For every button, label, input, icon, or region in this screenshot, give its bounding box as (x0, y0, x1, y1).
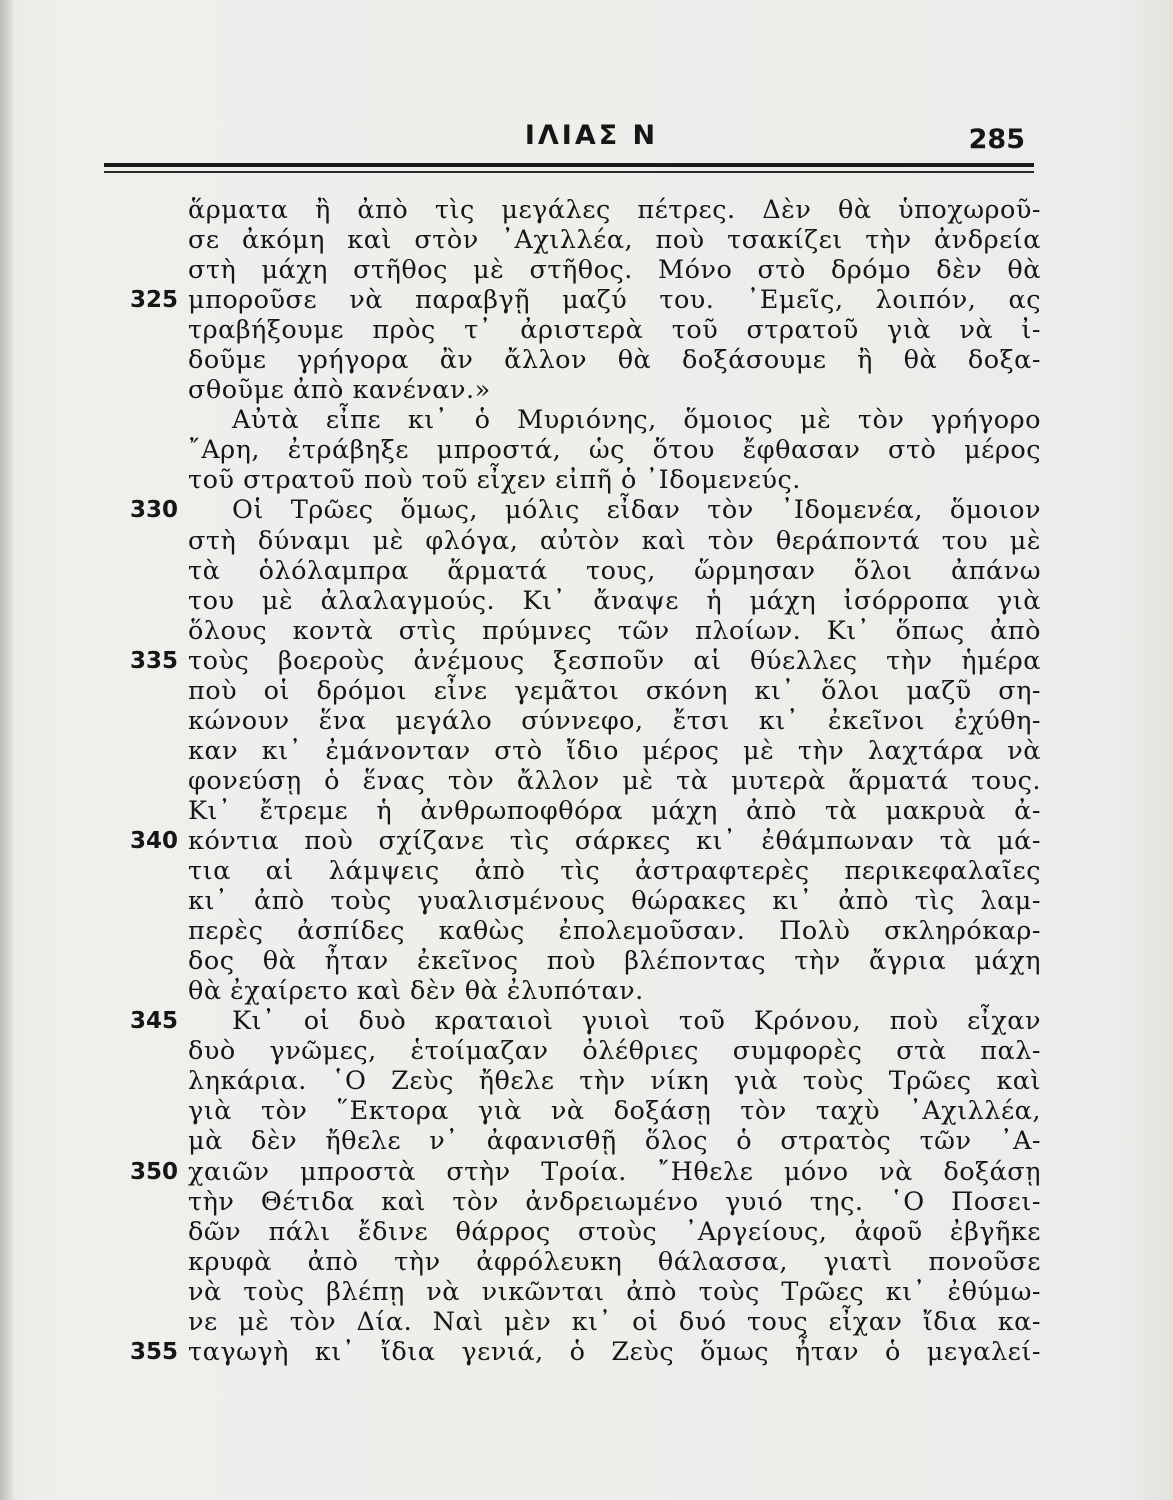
line-text: Κι᾿ οἱ δυὸ κραταιοὶ γυιοὶ τοῦ Κρόνου, ποὺ εἶχαν (232, 1006, 1041, 1037)
line-number: 345 (130, 1008, 179, 1035)
line-text: κρυφὰ ἀπὸ τὴν ἀφρόλευκη θάλασσα, γιατὶ πονοῦσε (188, 1246, 1041, 1277)
line-text: χαιῶν μπροστὰ στὴν Τροία. ῎Ηθελε μόνο νὰ δοξάσῃ (188, 1156, 1041, 1187)
line-text: στὴ μάχη στῆθος μὲ στῆθος. Μόνο στὸ δρόμο δὲν θὰ (188, 255, 1041, 286)
line-text: νὰ τοὺς βλέπῃ νὰ νικῶνται ἀπὸ τοὺς Τρῶες κι᾿ ἐθύμω- (188, 1276, 1041, 1307)
text-line (130, 285, 1045, 315)
text-line (130, 646, 1045, 676)
text-line (130, 706, 1045, 736)
text-line (130, 976, 1045, 1006)
text-line (130, 946, 1045, 976)
text-line (130, 375, 1045, 405)
line-text: σθοῦμε ἀπὸ κανέναν.» (188, 375, 491, 406)
line-text: γιὰ τὸν ῞Εκτορα γιὰ νὰ δοξάσῃ τὸν ταχὺ ᾿Αχιλλέα, (188, 1096, 1041, 1127)
text-line (130, 616, 1045, 646)
line-text: θὰ ἐχαίρετο καὶ δὲν θὰ ἐλυπόταν. (188, 976, 644, 1007)
text-line (130, 1096, 1045, 1126)
text-line (130, 856, 1045, 886)
text-line (130, 1157, 1045, 1187)
text-line (130, 916, 1045, 946)
line-text: φονεύσῃ ὁ ἕνας τὸν ἄλλον μὲ τὰ μυτερὰ ἅρματά τους. (188, 765, 1041, 796)
line-text: Κι᾿ ἔτρεμε ἡ ἀνθρωποφθόρα μάχη ἀπὸ τὰ μακρυὰ ἀ- (188, 795, 1041, 826)
line-text: δῶν πάλι ἔδινε θάρρος στοὺς ᾿Αργείους, ἀφοῦ ἐβγῆκε (188, 1216, 1041, 1247)
line-text: περὲς ἀσπίδες καθὼς ἐπολεμοῦσαν. Πολὺ σκληρόκαρ- (188, 916, 1041, 947)
line-text: δοῦμε γρήγορα ἂν ἄλλον θὰ δοξάσουμε ἢ θὰ δοξα- (188, 345, 1041, 376)
line-text: Αὐτὰ εἶπε κι᾿ ὁ Μυριόνης, ὅμοιος μὲ τὸν γρήγορο (232, 405, 1041, 436)
text-line (130, 586, 1045, 616)
line-text: δυὸ γνῶμες, ἑτοίμαζαν ὀλέθριες συμφορὲς στὰ παλ- (188, 1036, 1041, 1067)
header-rule-thin (104, 171, 1034, 173)
line-text: τια αἱ λάμψεις ἀπὸ τὶς ἀστραφτερὲς περικεφαλαῖες (188, 856, 1041, 887)
line-text: τὴν Θέτιδα καὶ τὸν ἀνδρειωμένο γυιό της. ῾Ο Ποσει- (188, 1186, 1041, 1217)
text-line (130, 1066, 1045, 1096)
line-text: ποὺ οἱ δρόμοι εἶνε γεμᾶτοι σκόνη κι᾿ ὅλοι μαζῦ ση- (188, 675, 1041, 706)
line-text: νε μὲ τὸν Δία. Ναὶ μὲν κι᾿ οἱ δυό τους εἶχαν ἴδια κα- (188, 1306, 1041, 1337)
text-line (130, 1307, 1045, 1337)
text-line (130, 796, 1045, 826)
header-rule (104, 163, 1034, 167)
line-text: καν κι᾿ ἐμάνονταν στὸ ἴδιο μέρος μὲ τὴν λαχτάρα νὰ (188, 735, 1041, 766)
line-text: σε ἀκόμη καὶ στὸν ᾿Αχιλλέα, ποὺ τσακίζει τὴν ἀνδρεία (188, 225, 1041, 256)
line-text: τὰ ὁλόλαμπρα ἅρματά τους, ὥρμησαν ὅλοι ἀπάνω (188, 555, 1041, 586)
text-line (130, 405, 1045, 435)
text-line (130, 826, 1045, 856)
text-line (130, 1006, 1045, 1036)
text-line (130, 1036, 1045, 1066)
line-text: κώνουν ἕνα μεγάλο σύννεφο, ἔτσι κι᾿ ἐκεῖνοι ἐχύθη- (188, 705, 1041, 736)
text-line (130, 1247, 1045, 1277)
line-text: τοὺς βοεροὺς ἀνέμους ξεσποῦν αἱ θύελλες τὴν ἡμέρα (188, 645, 1041, 676)
verse-text (130, 195, 1045, 1367)
text-line (130, 495, 1045, 525)
line-text: Οἱ Τρῶες ὅμως, μόλις εἶδαν τὸν ᾿Ιδομενέα, ὅμοιον (232, 495, 1041, 526)
line-text: ταγωγὴ κι᾿ ἴδια γενιά, ὁ Ζεὺς ὅμως ἦταν ὁ μεγαλεί- (188, 1336, 1041, 1367)
text-line (130, 315, 1045, 345)
line-number: 355 (130, 1338, 179, 1365)
line-text: του μὲ ἀλαλαγμούς. Κι᾿ ἄναψε ἡ μάχη ἰσόρροπα γιὰ (188, 585, 1041, 616)
text-line (130, 736, 1045, 766)
text-line (130, 1126, 1045, 1156)
text-line (130, 435, 1045, 465)
text-line (130, 225, 1045, 255)
text-line (130, 1277, 1045, 1307)
text-line (130, 556, 1045, 586)
line-text: κι᾿ ἀπὸ τοὺς γυαλισμένους θώρακες κι᾿ ἀπὸ τὶς λαμ- (188, 886, 1041, 917)
line-text: στὴ δύναμι μὲ φλόγα, αὐτὸν καὶ τὸν θεράποντά του μὲ (188, 525, 1041, 556)
line-text: ληκάρια. ῾Ο Ζεὺς ἤθελε τὴν νίκη γιὰ τοὺς Τρῶες καὶ (188, 1066, 1041, 1097)
line-number: 350 (130, 1158, 179, 1185)
text-line (130, 195, 1045, 225)
text-line (130, 676, 1045, 706)
line-number: 325 (130, 287, 179, 314)
text-line (130, 255, 1045, 285)
line-text: τοῦ στρατοῦ ποὺ τοῦ εἶχεν εἰπῆ ὁ ᾿Ιδομενεύς. (188, 465, 801, 496)
line-text: ἅρματα ἢ ἀπὸ τὶς μεγάλες πέτρες. Δὲν θὰ ὑποχωροῦ- (188, 195, 1041, 225)
line-text: μὰ δὲν ἤθελε ν᾿ ἀφανισθῇ ὅλος ὁ στρατὸς τῶν ᾿Α- (188, 1126, 1041, 1157)
line-text: ῎Αρη, ἐτράβηξε μπροστά, ὡς ὅτου ἔφθασαν στὸ μέρος (188, 435, 1041, 466)
line-text: μποροῦσε νὰ παραβγῇ μαζύ του. ᾿Εμεῖς, λοιπόν, ας (188, 285, 1041, 316)
text-line (130, 766, 1045, 796)
binding-shadow (0, 0, 14, 1500)
running-title: ΙΛΙΑΣ Ν (524, 120, 659, 151)
text-line (130, 886, 1045, 916)
page-number: 285 (968, 124, 1025, 155)
line-text: δος θὰ ἦταν ἐκεῖνος ποὺ βλέποντας τὴν ἄγρια μάχη (188, 946, 1041, 977)
line-text: τραβήξουμε πρὸς τ᾿ ἀριστερὰ τοῦ στρατοῦ γιὰ νὰ ἰ- (188, 315, 1041, 346)
text-line (130, 345, 1045, 375)
line-number: 340 (130, 827, 179, 854)
text-line (130, 1217, 1045, 1247)
line-number: 330 (130, 497, 179, 524)
text-line (130, 1337, 1045, 1367)
text-line (130, 526, 1045, 556)
text-line (130, 1187, 1045, 1217)
line-number: 335 (130, 647, 179, 674)
line-text: κόντια ποὺ σχίζανε τὶς σάρκες κι᾿ ἐθάμπωναν τὰ μά- (188, 825, 1041, 856)
text-line (130, 465, 1045, 495)
line-text: ὅλους κοντὰ στὶς πρύμνες τῶν πλοίων. Κι᾿ ὅπως ἀπὸ (188, 615, 1041, 646)
